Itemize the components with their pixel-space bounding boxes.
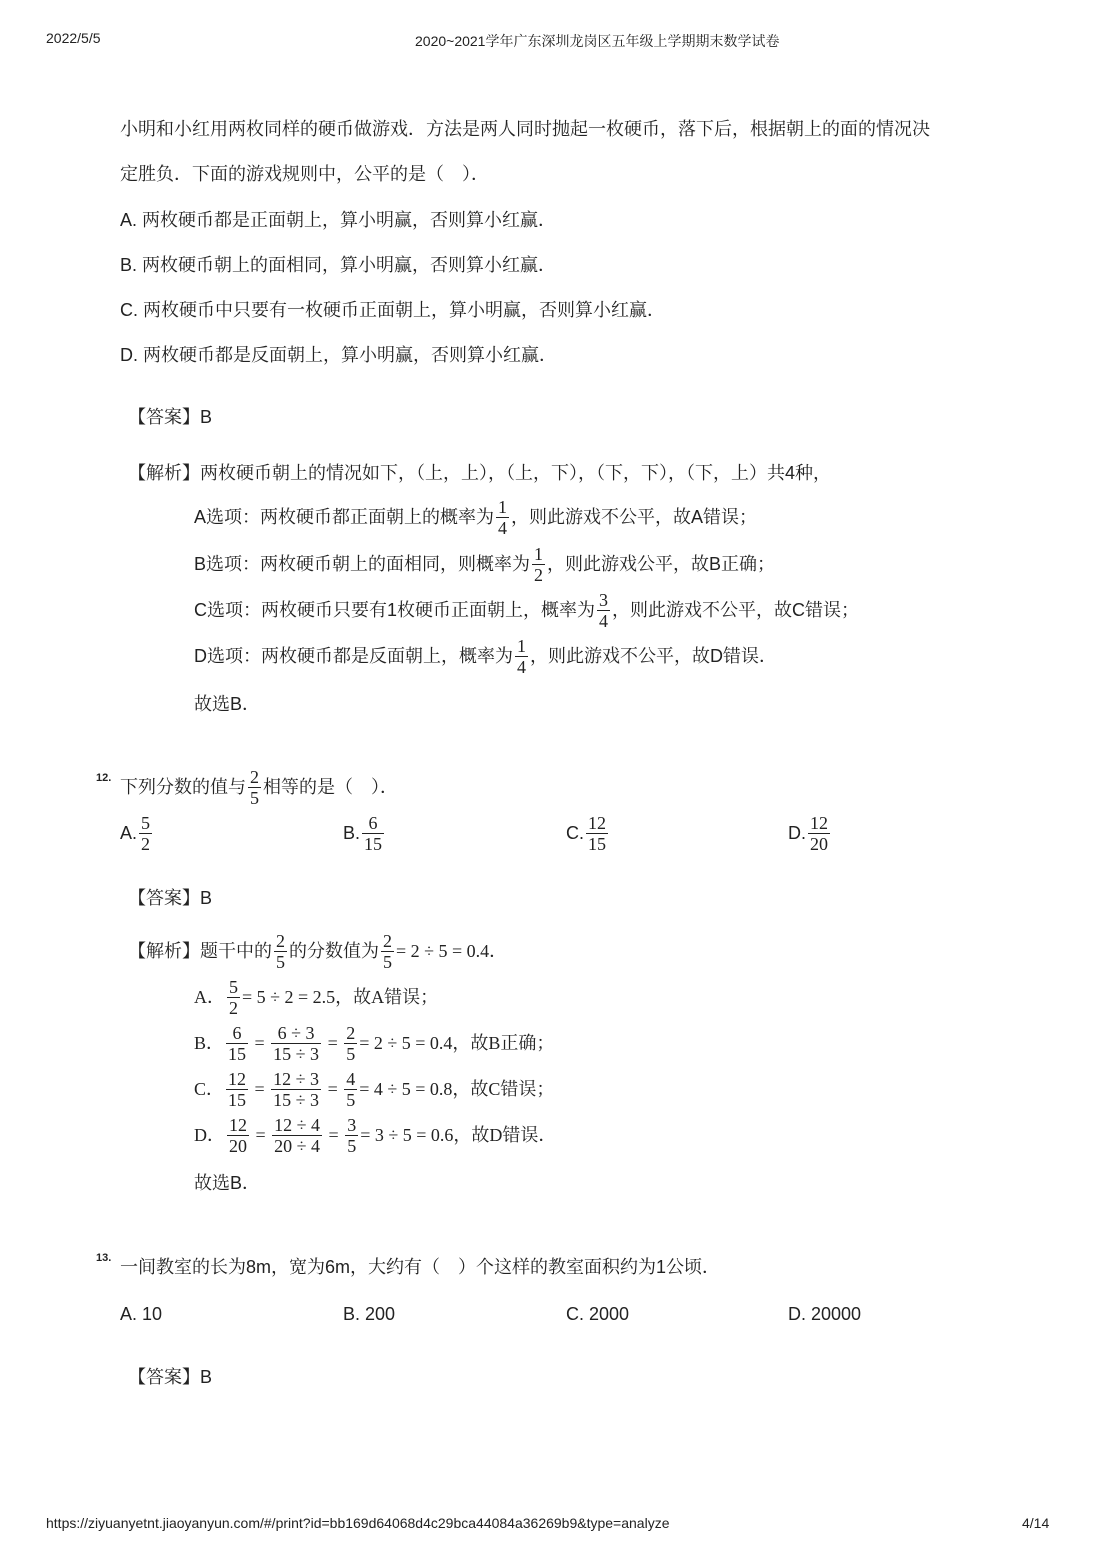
analysis-label: 【解析】 <box>128 463 200 483</box>
fraction <box>362 813 384 854</box>
numerator: 2 <box>346 1022 356 1043</box>
stem-text: 下列分数的值与 <box>120 777 246 797</box>
fraction <box>344 1023 357 1064</box>
equals-sign: = <box>323 1033 343 1053</box>
answer-value: B <box>200 888 213 908</box>
analysis-text: 两枚硬币朝上的情况如下，（上，上），（上，下），（下，下），（下，上）共4种， <box>200 463 832 483</box>
denominator: 15 ÷ 3 <box>273 1089 320 1110</box>
q11-analysis-line-a <box>194 494 757 540</box>
q11-analysis-line-b <box>194 541 775 587</box>
numerator: 12 <box>228 1068 247 1089</box>
q11-analysis-intro <box>128 460 831 486</box>
fraction <box>597 590 610 631</box>
denominator: 20 <box>810 833 828 854</box>
footer-url[interactable]: https://ziyuanyetnt.jiaoyanyun.com/#/print?id=bb169d64068d4c29bca44084a36269b9&type=analyze <box>46 1515 670 1531</box>
numerator: 2 <box>383 930 392 951</box>
fraction <box>532 544 545 585</box>
fraction <box>586 813 608 854</box>
numerator: 12 <box>229 1114 247 1135</box>
q12-option-c <box>566 810 610 856</box>
line-letter: C． <box>194 1079 225 1099</box>
numerator: 4 <box>346 1068 356 1089</box>
option-letter: C. <box>566 823 584 843</box>
equals-sign: = <box>250 1033 270 1053</box>
fraction <box>226 1069 248 1110</box>
q13-option-c: C. 2000 <box>566 1304 630 1324</box>
numerator: 12 <box>588 812 606 833</box>
q12-analysis-line-a <box>194 974 438 1020</box>
fraction <box>227 977 240 1018</box>
line-text: A选项：两枚硬币都正面朝上的概率为 <box>194 507 495 527</box>
q13-stem: 一间教室的长为8m，宽为6m，大约有（ ）个这样的教室面积约为1公顷． <box>120 1257 721 1277</box>
denominator: 5 <box>276 951 285 972</box>
equals-sign: = <box>324 1125 344 1145</box>
analysis-text: 的分数值为 <box>289 941 379 961</box>
denominator: 20 <box>229 1135 247 1156</box>
line-tail: = 3 ÷ 5 = 0.6，故D错误． <box>360 1125 557 1145</box>
q11-option-b: B. 两枚硬币朝上的面相同，算小明赢，否则算小红赢． <box>120 255 557 275</box>
print-date: 2022/5/5 <box>46 30 101 46</box>
numerator: 6 <box>226 1023 248 1044</box>
q13-answer <box>128 1364 212 1390</box>
q11-stem-line2: 定胜负．下面的游戏规则中，公平的是（ ）． <box>120 164 489 184</box>
denominator: 20 ÷ 4 <box>274 1135 321 1156</box>
numerator: 12 ÷ 3 <box>273 1068 320 1089</box>
denominator: 4 <box>517 656 526 677</box>
denominator: 15 <box>364 833 383 854</box>
fraction <box>226 1023 248 1064</box>
q13-option-a: A. 10 <box>120 1304 163 1324</box>
equals-sign: = <box>251 1125 271 1145</box>
analysis-text: 题干中的 <box>200 941 272 961</box>
fraction <box>345 1115 358 1156</box>
line-text: ，则此游戏公平，故B正确； <box>547 554 776 574</box>
q13-option-b: B. 200 <box>343 1304 396 1324</box>
q11-answer <box>128 404 212 430</box>
denominator: 15 ÷ 3 <box>273 1043 320 1064</box>
option-letter: B. <box>343 823 361 843</box>
numerator: 5 <box>229 976 238 997</box>
fraction <box>496 497 509 538</box>
numerator: 3 <box>347 1114 357 1135</box>
q12-stem <box>120 764 398 810</box>
option-letter: A. <box>120 823 138 843</box>
line-tail: = 5 ÷ 2 = 2.5，故A错误； <box>242 987 439 1007</box>
q12-analysis-intro <box>128 928 507 974</box>
line-letter: B． <box>194 1033 225 1053</box>
line-letter: A． <box>194 987 225 1007</box>
numerator: 5 <box>141 812 151 833</box>
line-text: ，则此游戏不公平，故A错误； <box>511 507 758 527</box>
q12-option-a <box>120 810 154 856</box>
q12-number: 12. <box>96 772 112 784</box>
q12-analysis-line-c <box>194 1066 554 1112</box>
q12-answer <box>128 885 212 911</box>
fraction <box>381 931 394 972</box>
q11-option-c: C. 两枚硬币中只要有一枚硬币正面朝上，算小明赢，否则算小红赢． <box>120 300 665 320</box>
denominator: 5 <box>346 1043 356 1064</box>
q11-analysis-line-d <box>194 633 777 679</box>
q11-option-a: A. 两枚硬币都是正面朝上，算小明赢，否则算小红赢． <box>120 210 557 230</box>
line-tail: = 2 ÷ 5 = 0.4，故B正确； <box>359 1033 555 1053</box>
q12-analysis-line-d <box>194 1112 556 1158</box>
answer-label: 【答案】 <box>128 888 200 908</box>
denominator: 2 <box>229 997 238 1018</box>
fraction <box>227 1115 249 1156</box>
document-title: 2020~2021学年广东深圳龙岗区五年级上学期期末数学试卷 <box>415 33 780 49</box>
answer-label: 【答案】 <box>128 407 200 427</box>
denominator: 15 <box>588 833 606 854</box>
stem-text: 相等的是（ ）． <box>263 777 398 797</box>
q12-analysis-line-b <box>194 1020 554 1066</box>
denominator: 5 <box>346 1089 356 1110</box>
analysis-label: 【解析】 <box>128 941 200 961</box>
numerator: 2 <box>250 766 259 787</box>
q12-conclusion: 故选B． <box>194 1173 261 1193</box>
q12-option-b <box>343 810 386 856</box>
answer-label: 【答案】 <box>128 1367 200 1387</box>
fraction <box>139 813 152 854</box>
fraction <box>248 767 261 808</box>
denominator: 2 <box>141 833 151 854</box>
numerator: 6 ÷ 3 <box>271 1023 321 1044</box>
q13-number: 13. <box>96 1252 112 1264</box>
line-text: ，则此游戏不公平，故C错误； <box>612 600 860 620</box>
denominator: 2 <box>534 564 544 585</box>
fraction <box>274 931 287 972</box>
line-text: ，则此游戏不公平，故D错误． <box>530 646 777 666</box>
q11-conclusion: 故选B． <box>194 694 261 714</box>
denominator: 15 <box>228 1043 247 1064</box>
equals-sign: = <box>250 1079 270 1099</box>
denominator: 4 <box>498 517 508 538</box>
denominator: 4 <box>599 610 609 631</box>
line-letter: D． <box>194 1125 225 1145</box>
numerator: 1 <box>498 496 508 517</box>
denominator: 5 <box>347 1135 357 1156</box>
numerator: 1 <box>534 543 544 564</box>
q11-analysis-line-c <box>194 587 859 633</box>
numerator: 3 <box>599 589 609 610</box>
numerator: 12 <box>810 812 828 833</box>
fraction <box>272 1115 322 1156</box>
numerator: 1 <box>517 635 526 656</box>
option-letter: D. <box>788 823 806 843</box>
numerator: 6 <box>362 813 384 834</box>
line-tail: = 4 ÷ 5 = 0.8，故C错误； <box>359 1079 555 1099</box>
fraction <box>515 636 528 677</box>
answer-value: B <box>200 407 213 427</box>
fraction <box>808 813 830 854</box>
q13-option-d: D. 20000 <box>788 1304 862 1324</box>
fraction <box>271 1023 321 1064</box>
line-text: C选项：两枚硬币只要有1枚硬币正面朝上，概率为 <box>194 600 596 620</box>
numerator: 12 ÷ 4 <box>274 1114 321 1135</box>
numerator: 2 <box>276 930 285 951</box>
analysis-math: = 2 ÷ 5 = 0.4． <box>396 941 508 961</box>
line-text: B选项：两枚硬币朝上的面相同，则概率为 <box>194 554 531 574</box>
q12-option-d <box>788 810 832 856</box>
denominator: 5 <box>250 787 259 808</box>
fraction <box>271 1069 321 1110</box>
q11-option-d: D. 两枚硬币都是反面朝上，算小明赢，否则算小红赢． <box>120 345 557 365</box>
line-text: D选项：两枚硬币都是反面朝上，概率为 <box>194 646 513 666</box>
denominator: 5 <box>383 951 392 972</box>
denominator: 15 <box>228 1089 247 1110</box>
q11-stem-line1: 小明和小红用两枚同样的硬币做游戏．方法是两人同时抛起一枚硬币，落下后，根据朝上的面的情况决 <box>120 119 930 139</box>
fraction <box>344 1069 357 1110</box>
equals-sign: = <box>323 1079 343 1099</box>
answer-value: B <box>200 1367 213 1387</box>
page-number: 4/14 <box>1022 1515 1050 1531</box>
